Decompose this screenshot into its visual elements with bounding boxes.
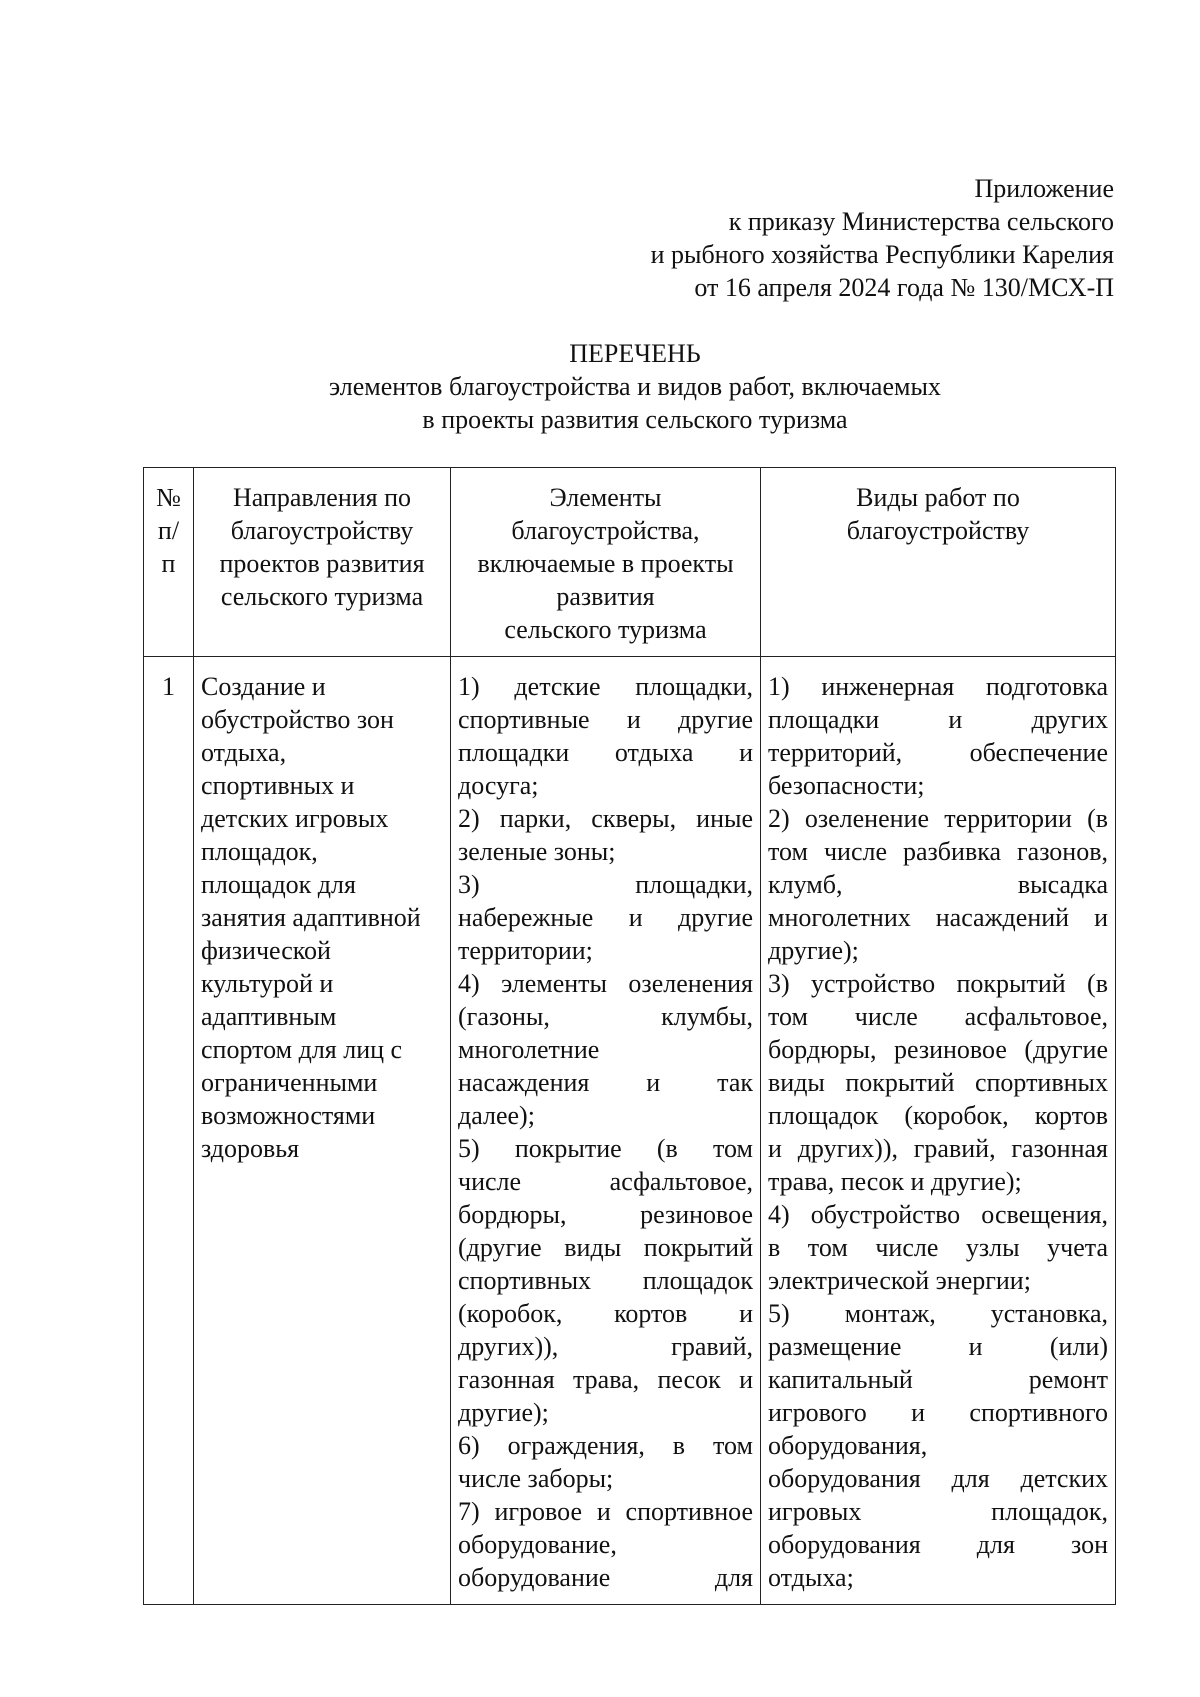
- element-line: многолетние: [458, 1035, 600, 1064]
- work-line: другие);: [768, 936, 859, 965]
- element-line: 1) детские площадки,: [458, 672, 753, 701]
- appendix-line: и рыбного хозяйства Республики Карелия: [650, 240, 1114, 269]
- direction-line: ограниченными: [201, 1068, 378, 1097]
- direction-line: спортивных и: [201, 771, 355, 800]
- appendix-header: [414, 172, 1114, 304]
- cell-works: [761, 657, 1116, 1605]
- work-line: оборудования для детских: [768, 1464, 1108, 1493]
- work-line: 4) обустройство освещения,: [768, 1200, 1108, 1229]
- title-heading: ПЕРЕЧЕНЬ: [569, 339, 701, 368]
- direction-line: площадок для: [201, 870, 356, 899]
- direction-line: возможностями: [201, 1101, 376, 1130]
- direction-line: детских игровых: [201, 804, 389, 833]
- work-line: территорий, обеспечение: [768, 738, 1108, 767]
- direction-line: здоровья: [201, 1134, 300, 1163]
- element-line: (другие виды покрытий: [458, 1233, 753, 1262]
- work-line: капитальный ремонт: [768, 1365, 1108, 1394]
- header-direction: [194, 468, 451, 657]
- cell-direction: [194, 657, 451, 1605]
- element-line: далее);: [458, 1101, 535, 1130]
- element-line: зеленые зоны;: [458, 837, 616, 866]
- header-line: благоустройству: [230, 516, 414, 545]
- direction-line: физической: [201, 936, 331, 965]
- work-line: бордюры, резиновое (другие: [768, 1035, 1108, 1064]
- element-line: оборудование для: [458, 1563, 753, 1592]
- element-line: спортивные и другие: [458, 705, 753, 734]
- work-line: трава, песок и другие);: [768, 1167, 1022, 1196]
- element-line: 7) игровое и спортивное: [458, 1497, 753, 1526]
- header-line: Элементы: [549, 483, 662, 512]
- work-line: электрической энергии;: [768, 1266, 1031, 1295]
- element-line: 4) элементы озеленения: [458, 969, 753, 998]
- work-line: многолетних насаждений и: [768, 903, 1108, 932]
- element-line: бордюры, резиновое: [458, 1200, 753, 1229]
- header-line: №: [156, 483, 181, 512]
- element-line: числе асфальтовое,: [458, 1167, 753, 1196]
- header-line: сельского туризма: [504, 615, 707, 644]
- header-line: благоустройства,: [511, 516, 700, 545]
- work-line: площадки и других: [768, 705, 1108, 734]
- element-line: досуга;: [458, 771, 539, 800]
- title-subtitle-line: в проекты развития сельского туризма: [422, 405, 848, 434]
- element-line: другие);: [458, 1398, 549, 1427]
- element-line: оборудование,: [458, 1530, 617, 1559]
- header-line: Виды работ по: [856, 483, 1020, 512]
- header-line: Направления по: [232, 483, 412, 512]
- element-line: спортивных площадок: [458, 1266, 753, 1295]
- element-line: числе заборы;: [458, 1464, 614, 1493]
- header-works: [761, 468, 1116, 657]
- header-line: п/п: [157, 516, 180, 578]
- work-line: оборудования для зон: [768, 1530, 1108, 1559]
- work-line: 2) озеленение территории (в: [768, 804, 1108, 833]
- table-row: [144, 657, 1116, 1605]
- header-number: [144, 468, 194, 657]
- work-line: безопасности;: [768, 771, 925, 800]
- header-line: сельского туризма: [220, 582, 424, 611]
- header-line: развития: [556, 582, 655, 611]
- work-line: в том числе узлы учета: [768, 1233, 1108, 1262]
- element-line: газонная трава, песок и: [458, 1365, 753, 1394]
- direction-line: отдыха,: [201, 738, 287, 767]
- appendix-line: к приказу Министерства сельского: [728, 207, 1114, 236]
- direction-line: Создание и: [201, 672, 326, 701]
- element-line: набережные и другие: [458, 903, 753, 932]
- appendix-line: от 16 апреля 2024 года № 130/МСХ-П: [694, 273, 1114, 302]
- works-table: [143, 467, 1116, 1605]
- header-line: проектов развития: [219, 549, 425, 578]
- document-title: [0, 337, 1200, 436]
- header-line: включаемые в проекты: [477, 549, 734, 578]
- work-line: 3) устройство покрытий (в: [768, 969, 1108, 998]
- work-line: виды покрытий спортивных: [768, 1068, 1108, 1097]
- element-line: площадки отдыха и: [458, 738, 753, 767]
- element-line: территории;: [458, 936, 593, 965]
- work-line: том числе разбивка газонов,: [768, 837, 1108, 866]
- element-line: (коробок, кортов и: [458, 1299, 753, 1328]
- element-line: других)), гравий,: [458, 1332, 753, 1361]
- table-header-row: [144, 468, 1116, 657]
- element-line: 3) площадки,: [458, 870, 753, 899]
- direction-line: обустройство зон: [201, 705, 394, 734]
- direction-line: площадок,: [201, 837, 318, 866]
- work-line: 1) инженерная подготовка: [768, 672, 1108, 701]
- element-line: 5) покрытие (в том: [458, 1134, 753, 1163]
- direction-line: адаптивным: [201, 1002, 337, 1031]
- work-line: размещение и (или): [768, 1332, 1108, 1361]
- title-subtitle-line: элементов благоустройства и видов работ, включаемых: [329, 372, 941, 401]
- work-line: игрового и спортивного: [768, 1398, 1108, 1427]
- cell-number: 1: [144, 657, 194, 1605]
- work-line: отдыха;: [768, 1563, 854, 1592]
- work-line: клумб, высадка: [768, 870, 1108, 899]
- element-line: (газоны, клумбы,: [458, 1002, 753, 1031]
- work-line: игровых площадок,: [768, 1497, 1108, 1526]
- element-line: насаждения и так: [458, 1068, 753, 1097]
- work-line: оборудования,: [768, 1431, 928, 1460]
- element-line: 2) парки, скверы, иные: [458, 804, 753, 833]
- cell-elements: [451, 657, 761, 1605]
- work-line: и других)), гравий, газонная: [768, 1134, 1108, 1163]
- direction-line: занятия адаптивной: [201, 903, 421, 932]
- header-line: благоустройству: [846, 516, 1030, 545]
- work-line: площадок (коробок, кортов: [768, 1101, 1108, 1130]
- direction-line: спортом для лиц с: [201, 1035, 403, 1064]
- header-elements: [451, 468, 761, 657]
- appendix-line: Приложение: [974, 174, 1114, 203]
- element-line: 6) ограждения, в том: [458, 1431, 753, 1460]
- work-line: 5) монтаж, установка,: [768, 1299, 1108, 1328]
- direction-line: культурой и: [201, 969, 334, 998]
- work-line: том числе асфальтовое,: [768, 1002, 1108, 1031]
